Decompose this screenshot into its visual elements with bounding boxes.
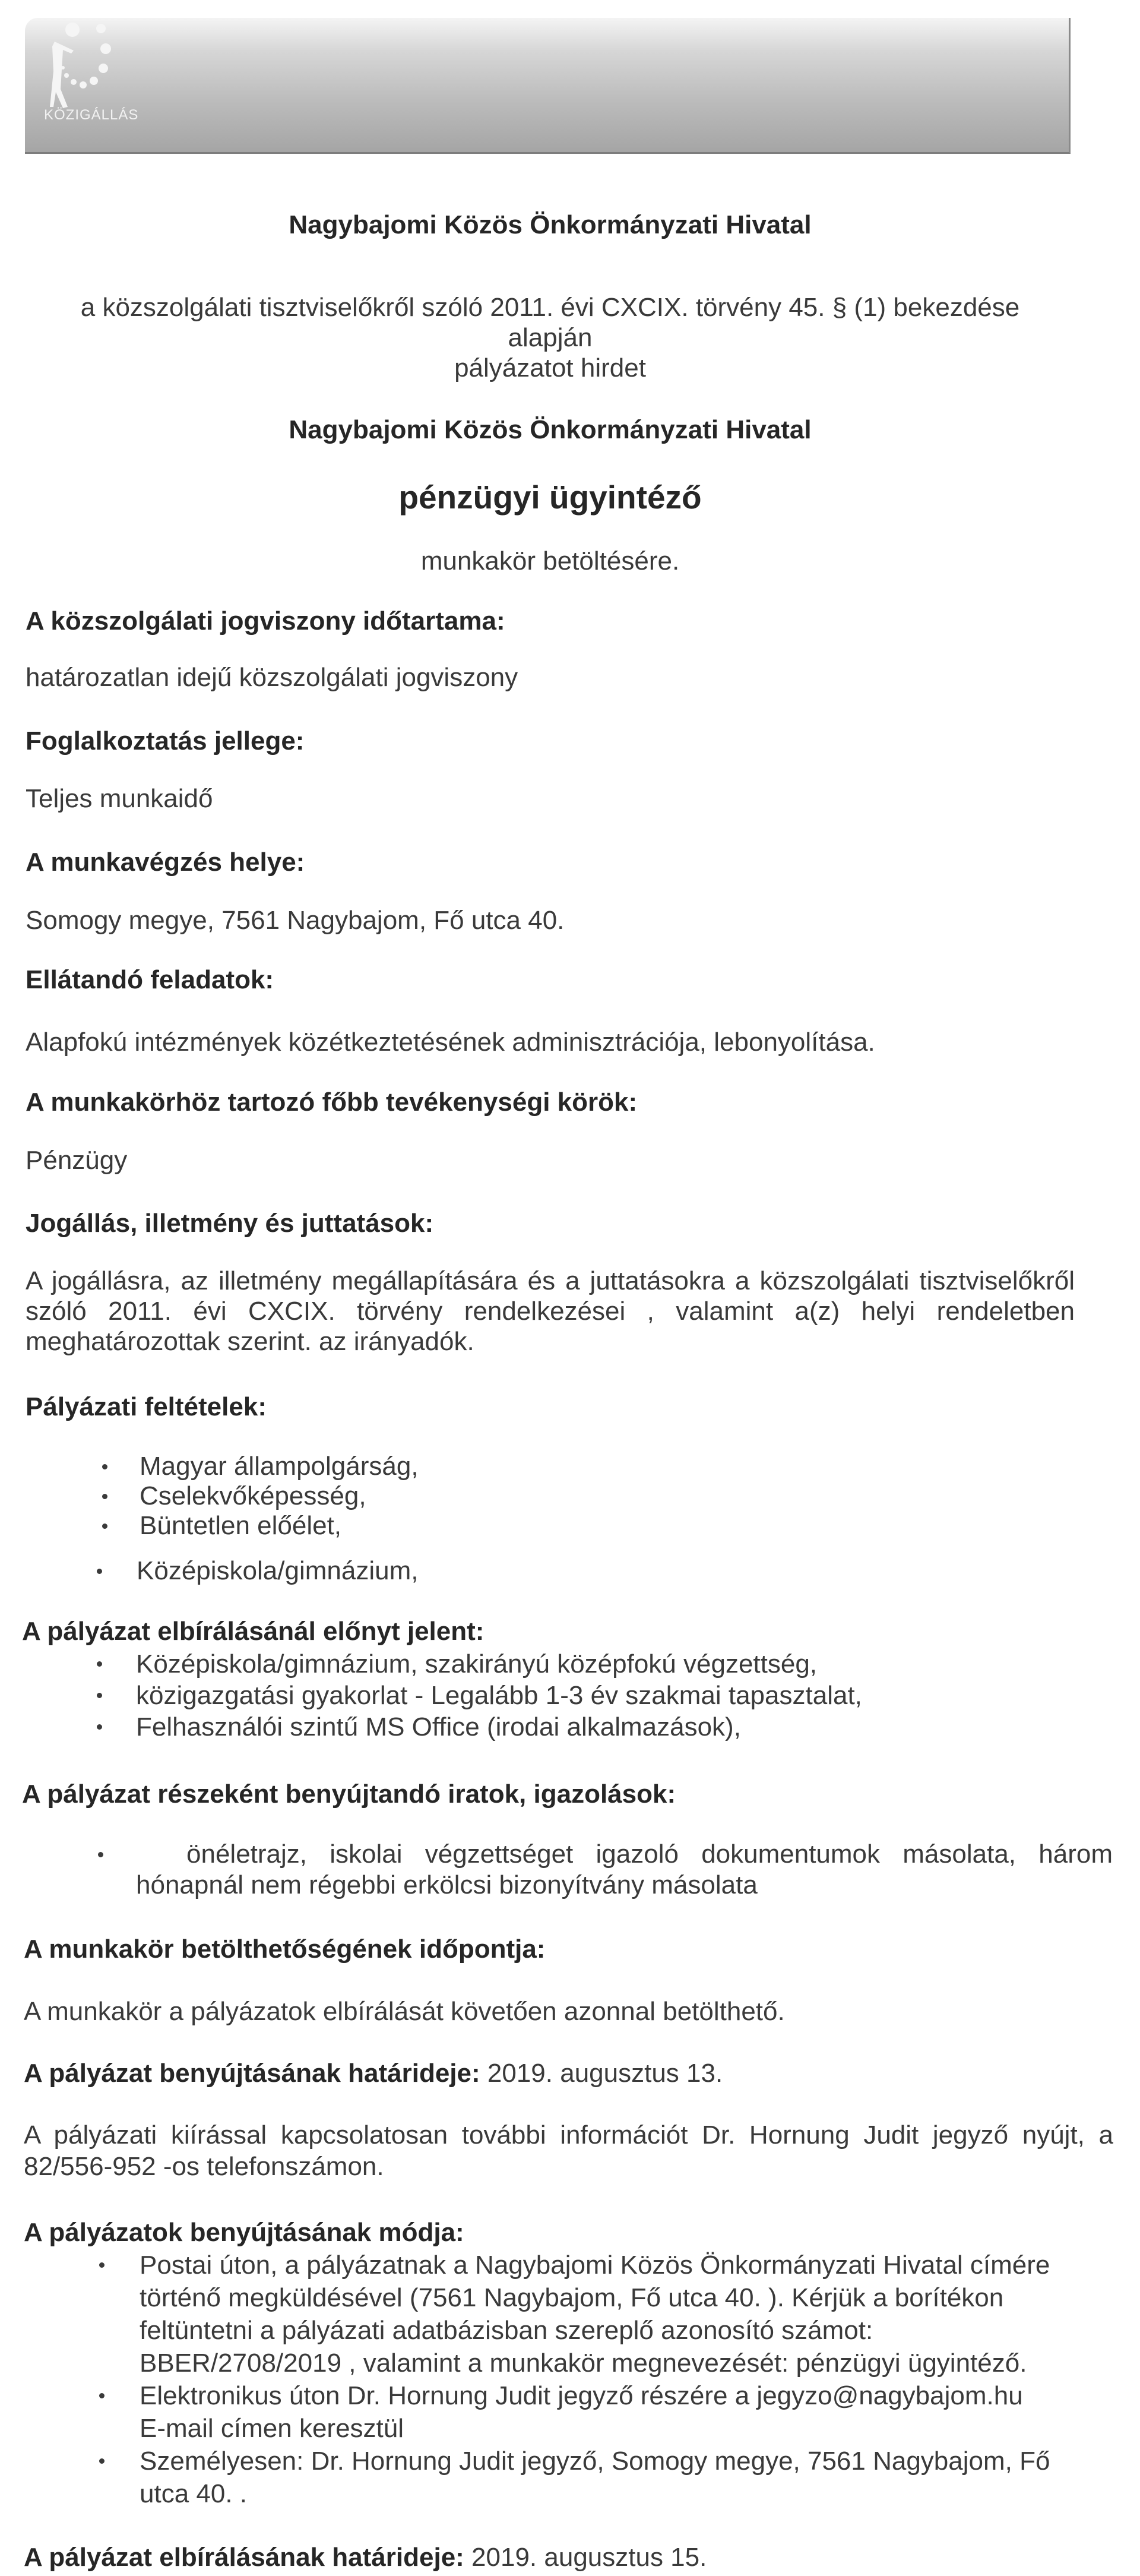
job-title-suffix: munkakör betöltésére.	[420, 546, 680, 576]
submission-deadline	[24, 2058, 1073, 2089]
list-item	[136, 1680, 1086, 1711]
duration-heading: A közszolgálati jogviszony időtartama:	[26, 606, 505, 636]
legal-basis	[26, 292, 1075, 383]
employment-type-value: Teljes munkaidő	[26, 784, 213, 813]
list-item	[136, 1839, 1113, 1901]
bullet-icon	[97, 1724, 102, 1730]
logo-text: KÖZIGÁLLÁS	[44, 107, 139, 123]
list-item	[140, 2379, 1125, 2445]
list-item-text: Középiskola/gimnázium, szakirányú középfokú végzettség,	[136, 1649, 818, 1679]
list-item	[140, 1511, 1090, 1541]
salary-heading: Jogállás, illetmény és juttatások:	[26, 1209, 434, 1238]
list-item-line: Személyesen: Dr. Hornung Judit jegyző, Somogy megye, 7561 Nagybajom, Fő	[140, 2447, 1050, 2476]
list-item	[136, 1711, 1086, 1743]
advantages-heading: A pályázat elbírálásánál előnyt jelent:	[22, 1617, 484, 1646]
list-item	[140, 1481, 1090, 1511]
submission-method-list	[140, 2249, 1125, 2510]
legal-basis-line: a közszolgálati tisztviselőkről szóló 2011. évi CXCIX. törvény 45. § (1) bekezdése	[80, 293, 1020, 322]
documents-list	[136, 1839, 1113, 1901]
list-item-line: E-mail címen keresztül	[140, 2414, 404, 2443]
list-item-text: Középiskola/gimnázium,	[137, 1556, 419, 1585]
list-item	[140, 1452, 1090, 1481]
list-item-line: feltüntetni a pályázati adatbázisban szereplő azonosító számot:	[140, 2316, 873, 2345]
evaluation-deadline-label: A pályázat elbírálásának határideje:	[24, 2543, 464, 2572]
tasks-value: Alapfokú intézmények közétkeztetésének adminisztrációja, lebonyolítása.	[26, 1028, 875, 1057]
bullet-icon	[99, 2393, 104, 2398]
tasks-heading: Ellátandó feladatok:	[26, 965, 274, 994]
employer-title: Nagybajomi Közös Önkormányzati Hivatal	[289, 210, 812, 239]
list-item-text: Büntetlen előélet,	[140, 1511, 342, 1540]
start-date-value: A munkakör a pályázatok elbírálását követően azonnal betölthető.	[24, 1997, 785, 2026]
bullet-icon	[99, 2458, 104, 2464]
list-item	[136, 1648, 1086, 1680]
list-item-text: Felhasználói szintű MS Office (irodai alkalmazások),	[136, 1712, 741, 1741]
bullet-icon	[97, 1661, 102, 1667]
list-item-text: önéletrajz, iskolai végzettséget igazoló dokumentumok másolata, három hónapnál nem régebbi erkölcsi bizonyítvány másolata	[136, 1839, 1113, 1899]
list-item-line: utca 40. .	[140, 2479, 248, 2508]
submission-deadline-value: 2019. augusztus 13.	[487, 2059, 723, 2088]
activities-heading: A munkakörhöz tartozó főbb tevékenységi körök:	[26, 1088, 638, 1117]
workplace-value: Somogy megye, 7561 Nagybajom, Fő utca 40.	[26, 906, 565, 935]
list-item-text: közigazgatási gyakorlat - Legalább 1-3 év szakmai tapasztalat,	[136, 1681, 862, 1710]
bullet-icon	[102, 1524, 107, 1529]
kozigallas-banner	[25, 18, 1071, 154]
legal-basis-line: pályázatot hirdet	[454, 353, 646, 383]
workplace-heading: A munkavégzés helye:	[26, 848, 305, 877]
list-item	[140, 2445, 1125, 2510]
evaluation-deadline-value: 2019. augusztus 15.	[471, 2543, 707, 2572]
bullet-icon	[98, 1852, 103, 1857]
bullet-icon	[97, 1693, 102, 1698]
bullet-icon	[102, 1464, 107, 1469]
employment-type-heading: Foglalkoztatás jellege:	[26, 726, 305, 756]
list-item-line: történő megküldésével (7561 Nagybajom, Fő utca 40. ). Kérjük a borítékon	[140, 2283, 1004, 2312]
submission-deadline-label: A pályázat benyújtásának határideje:	[24, 2059, 480, 2088]
activities-value: Pénzügy	[26, 1146, 128, 1175]
documents-heading: A pályázat részeként benyújtandó iratok, igazolások:	[22, 1780, 676, 1809]
bullet-icon	[99, 2262, 104, 2268]
requirements-list	[140, 1452, 1090, 1541]
list-item-text: Cselekvőképesség,	[140, 1481, 366, 1510]
bullet-icon	[97, 1569, 102, 1574]
evaluation-deadline	[24, 2542, 1073, 2573]
submission-method-heading: A pályázatok benyújtásának módja:	[24, 2218, 464, 2247]
info-text: A pályázati kiírással kapcsolatosan további információt Dr. Hornung Judit jegyző nyújt, a 82/556-952 -os telefonszámon.	[24, 2120, 1113, 2181]
list-item	[140, 2249, 1125, 2379]
list-item-line: Elektronikus úton Dr. Hornung Judit jegyző részére a jegyzo@nagybajom.hu	[140, 2381, 1023, 2410]
employer-title-repeat: Nagybajomi Közös Önkormányzati Hivatal	[289, 415, 812, 444]
list-item-line: Postai úton, a pályázatnak a Nagybajomi Közös Önkormányzati Hivatal címére	[140, 2251, 1050, 2280]
list-item-text: Magyar állampolgárság,	[140, 1452, 419, 1481]
start-date-heading: A munkakör betölthetőségének időpontja:	[24, 1935, 546, 1964]
person-with-dots-icon	[37, 18, 156, 148]
requirements-extra-list	[137, 1556, 1087, 1586]
salary-value: A jogállásra, az illetmény megállapítására és a juttatásokra a közszolgálati tisztviselőkről szóló 2011. évi CXCIX. törvény rendelkezései , valamint a(z) helyi rendeletben meghatározottak szerint. az irányadók.	[26, 1266, 1075, 1356]
requirements-heading: Pályázati feltételek:	[26, 1392, 267, 1421]
legal-basis-line: alapján	[508, 323, 593, 352]
job-title: pénzügyi ügyintéző	[398, 479, 702, 516]
advantages-list	[136, 1648, 1086, 1743]
duration-value: határozatlan idejű közszolgálati jogviszony	[26, 663, 518, 692]
list-item	[137, 1556, 1087, 1586]
list-item-line: BBER/2708/2019 , valamint a munkakör megnevezését: pénzügyi ügyintéző.	[140, 2349, 1027, 2378]
bullet-icon	[102, 1494, 107, 1499]
